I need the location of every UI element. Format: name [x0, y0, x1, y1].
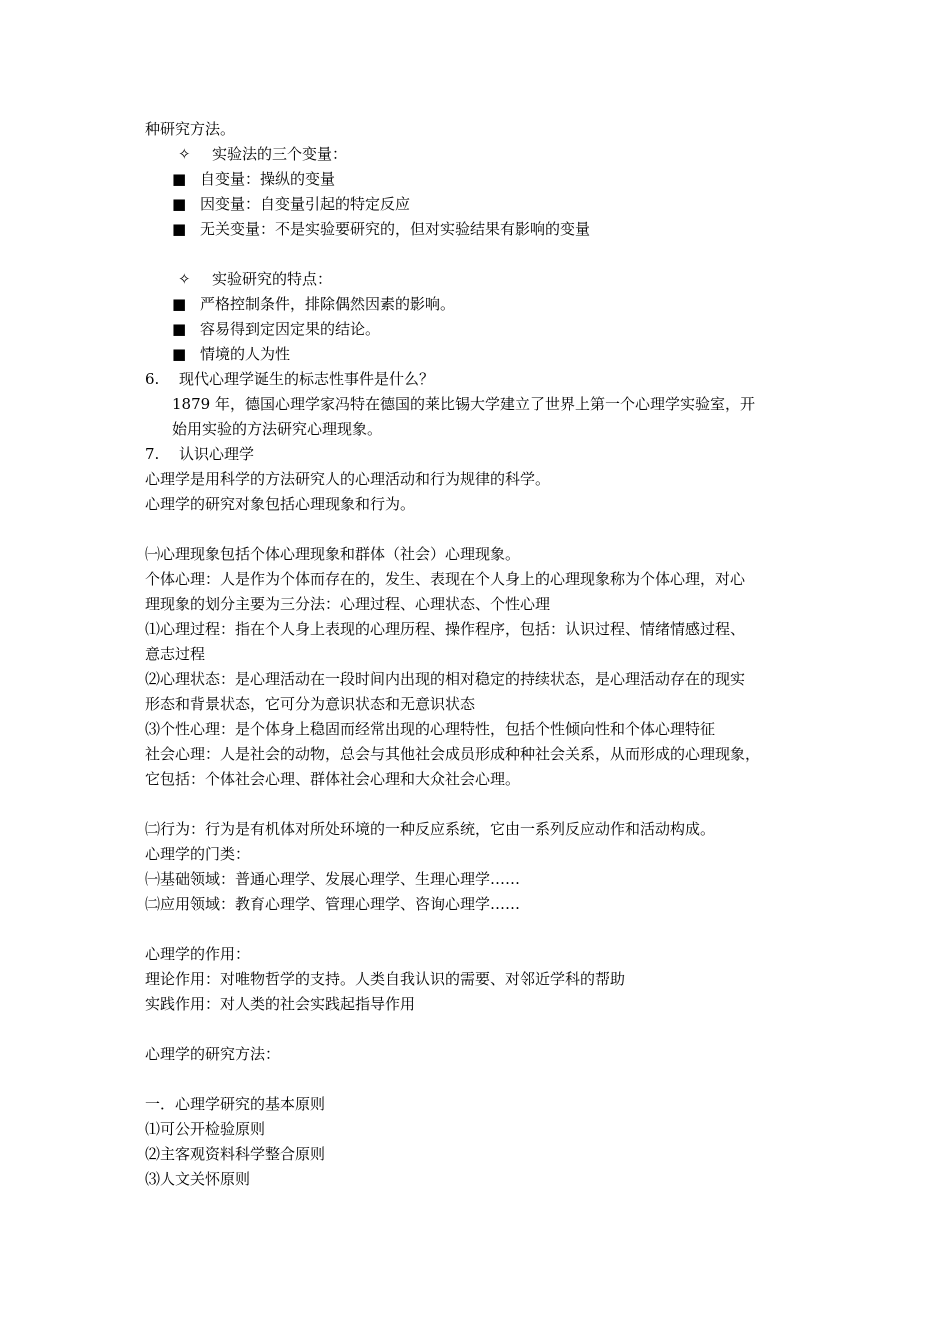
principle-1: ⑴可公开检验原则 — [145, 1120, 266, 1138]
square-bullet-icon: ■ — [172, 195, 187, 213]
methods-title: 心理学的研究方法： — [145, 1045, 281, 1063]
state-line-1: ⑵心理状态：是心理活动在一段时间内出现的相对稳定的持续状态，是心理活动存在的现实 — [145, 670, 746, 688]
question-text: 认识心理学 — [179, 445, 255, 463]
experiment-vars-heading — [178, 143, 347, 165]
diamond-bullet-icon: ✧ — [178, 270, 191, 288]
state-line-2: 形态和背景状态，它可分为意识状态和无意识状态 — [145, 695, 476, 713]
square-bullet-icon: ■ — [172, 295, 187, 313]
experiment-features-heading-text: 实验研究的特点： — [212, 270, 333, 288]
list-item — [172, 343, 290, 365]
social-line-2: 它包括：个体社会心理、群体社会心理和大众社会心理。 — [145, 770, 521, 788]
principle-2: ⑵主客观资料科学整合原则 — [145, 1145, 326, 1163]
principles-title: 一．心理学研究的基本原则 — [145, 1095, 326, 1113]
list-item — [172, 293, 455, 315]
question-6 — [145, 368, 434, 390]
personality: ⑶个性心理：是个体身上稳固而经常出现的心理特性，包括个性倾向性和个体心理特征 — [145, 720, 716, 738]
experiment-features-heading — [178, 268, 332, 290]
process-line-2: 意志过程 — [145, 645, 206, 663]
process-line-1: ⑴心理过程：指在个人身上表现的心理历程、操作程序，包括：认识过程、情绪情感过程、 — [145, 620, 746, 638]
list-item-text: 自变量：操纵的变量 — [200, 170, 336, 188]
list-item-text: 容易得到定因定果的结论。 — [200, 320, 381, 338]
question-7 — [145, 443, 254, 465]
experiment-vars-heading-text: 实验法的三个变量： — [212, 145, 348, 163]
principle-3: ⑶人文关怀原则 — [145, 1170, 251, 1188]
research-objects: 心理学的研究对象包括心理现象和行为。 — [145, 495, 416, 513]
list-item-text: 情境的人为性 — [200, 345, 291, 363]
square-bullet-icon: ■ — [172, 220, 187, 238]
list-item-text: 严格控制条件，排除偶然因素的影响。 — [200, 295, 456, 313]
question-text: 现代心理学诞生的标志性事件是什么？ — [179, 370, 435, 388]
individual-line-2: 理现象的划分主要为三分法：心理过程、心理状态、个性心理 — [145, 595, 551, 613]
list-item — [172, 168, 335, 190]
phenomena: ㈠心理现象包括个体心理现象和群体（社会）心理现象。 — [145, 545, 521, 563]
definition: 心理学是用科学的方法研究人的心理活动和行为规律的科学。 — [145, 470, 551, 488]
role-title: 心理学的作用： — [145, 945, 251, 963]
list-item-text: 因变量：自变量引起的特定反应 — [200, 195, 411, 213]
individual-line-1: 个体心理：人是作为个体而存在的，发生、表现在个人身上的心理现象称为个体心理，对心 — [145, 570, 746, 588]
role-practice: 实践作用：对人类的社会实践起指导作用 — [145, 995, 416, 1013]
square-bullet-icon: ■ — [172, 320, 187, 338]
role-theory: 理论作用：对唯物哲学的支持。人类自我认识的需要、对邻近学科的帮助 — [145, 970, 626, 988]
branch-applied: ㈡应用领域：教育心理学、管理心理学、咨询心理学…… — [145, 895, 521, 913]
branches-title: 心理学的门类： — [145, 845, 251, 863]
behavior: ㈡行为：行为是有机体对所处环境的一种反应系统，它由一系列反应动作和活动构成。 — [145, 820, 716, 838]
square-bullet-icon: ■ — [172, 345, 187, 363]
answer-6-line-2: 始用实验的方法研究心理现象。 — [172, 420, 383, 438]
question-number: 7. — [145, 445, 160, 463]
list-item — [172, 318, 380, 340]
diamond-bullet-icon: ✧ — [178, 145, 191, 163]
answer-6-line-1: 1879 年，德国心理学家冯特在德国的莱比锡大学建立了世界上第一个心理学实验室，开 — [172, 395, 755, 413]
branch-basic: ㈠基础领域：普通心理学、发展心理学、生理心理学…… — [145, 870, 521, 888]
list-item-text: 无关变量：不是实验要研究的，但对实验结果有影响的变量 — [200, 220, 591, 238]
intro-tail: 种研究方法。 — [145, 120, 236, 138]
list-item — [172, 193, 410, 215]
social-line-1: 社会心理：人是社会的动物，总会与其他社会成员形成种种社会关系，从而形成的心理现象， — [145, 745, 761, 763]
square-bullet-icon: ■ — [172, 170, 187, 188]
list-item — [172, 218, 590, 240]
question-number: 6. — [145, 370, 160, 388]
